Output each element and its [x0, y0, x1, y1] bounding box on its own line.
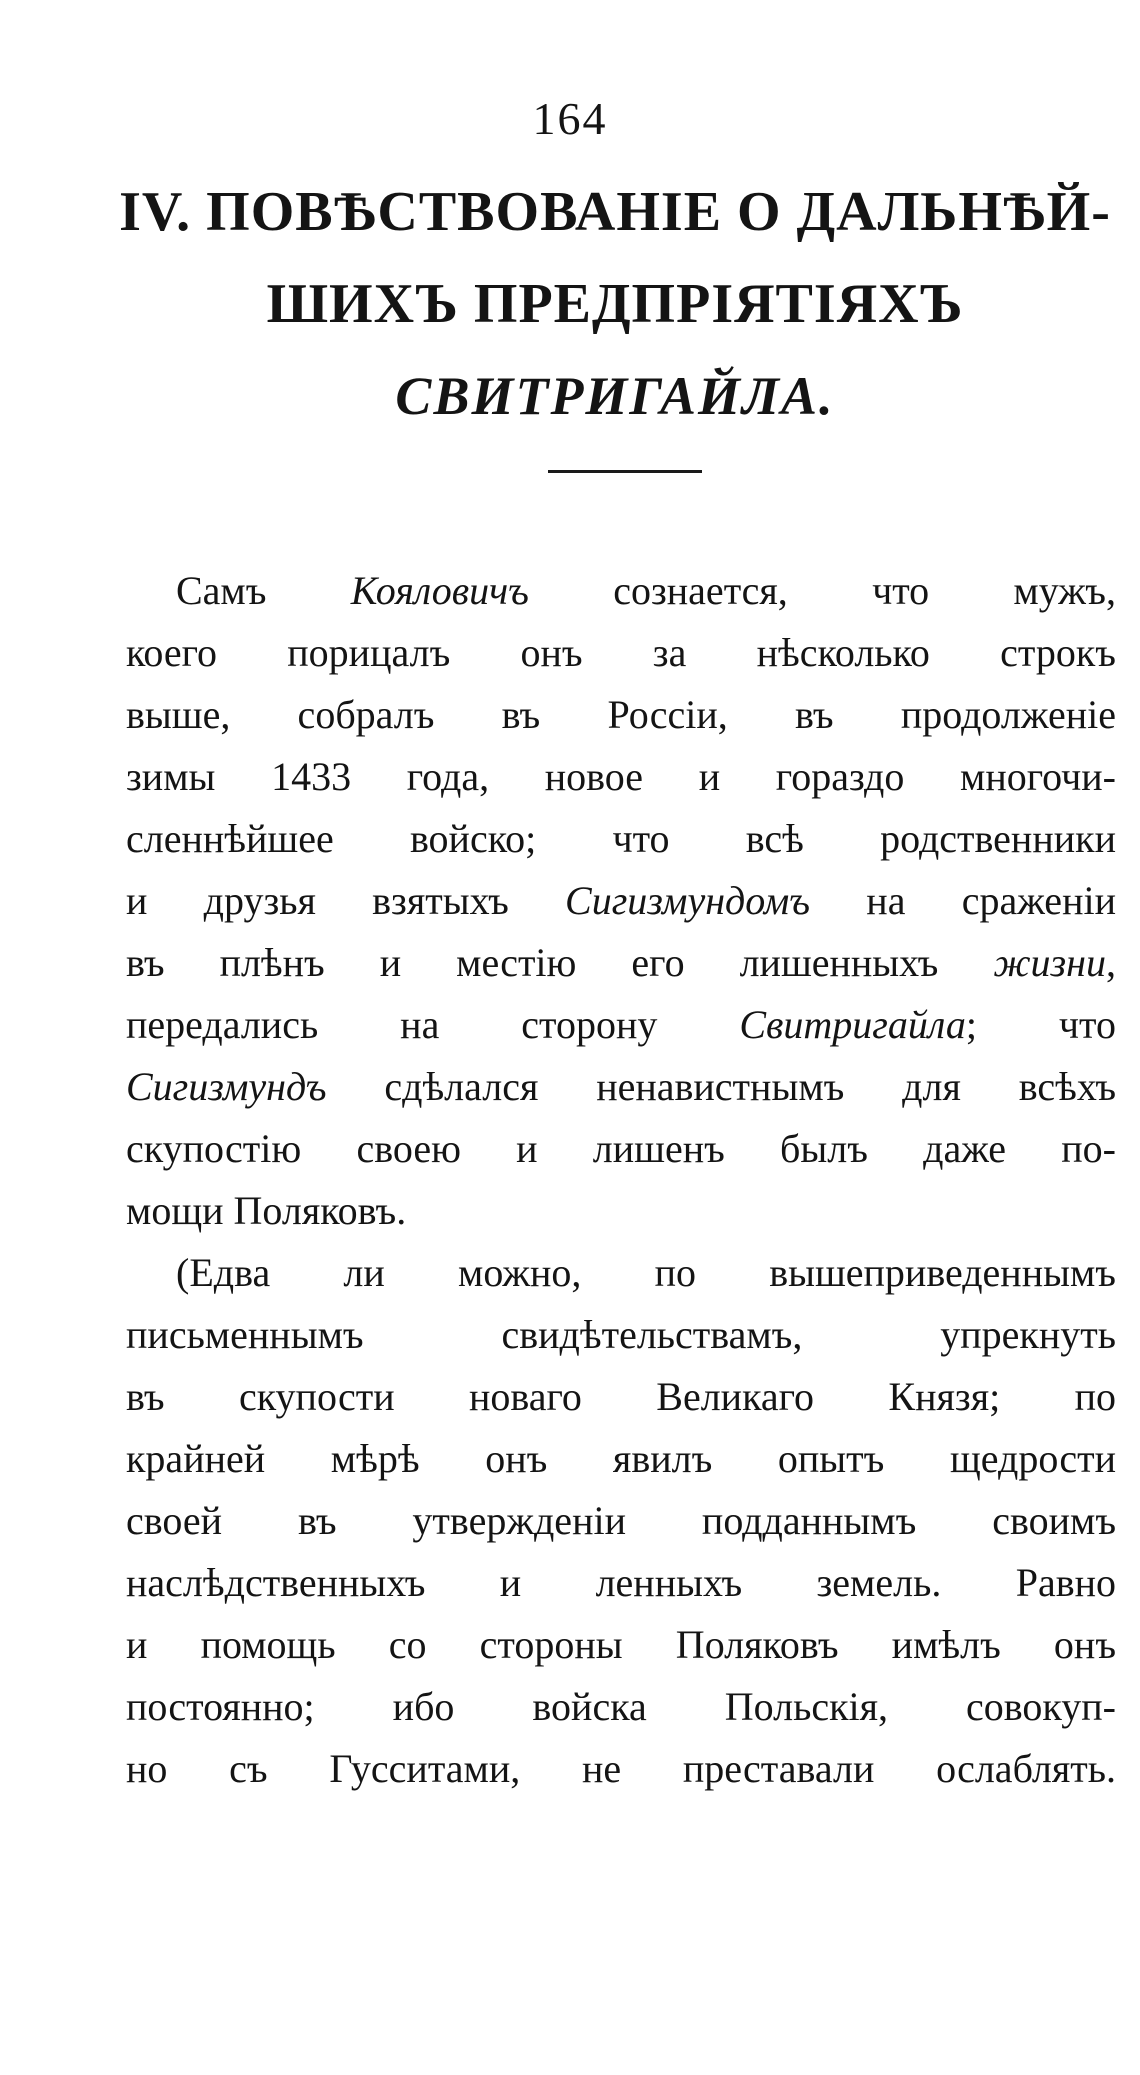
text-line: [126, 1056, 1116, 1118]
text-line: [126, 684, 1116, 746]
text-span: коего порицалъ онъ за нѣсколько строкъ: [126, 630, 1116, 675]
text-line: [126, 1490, 1116, 1552]
text-span: но съ Гусситами, не преставали ослаблять.: [126, 1746, 1116, 1791]
heading-divider: [548, 470, 702, 473]
italic-name: Свитригайла: [739, 1002, 966, 1047]
text-line: [126, 932, 1116, 994]
text-span: скупостію своею и лишенъ былъ даже по-: [126, 1126, 1116, 1171]
text-span: ; что: [965, 1002, 1116, 1047]
italic-name: Сигизмундъ: [126, 1064, 327, 1109]
text-span: на сраженіи: [810, 878, 1116, 923]
chapter-heading-line-1: IV. ПОВѢСТВОВАНІЕ О ДАЛЬНѢЙ-: [119, 181, 1111, 243]
text-span: сленнѣйшее войско; что всѣ родственники: [126, 816, 1116, 861]
text-span: (Едва ли можно, по вышеприведеннымъ: [176, 1250, 1116, 1295]
text-line: [176, 1242, 1116, 1304]
text-line: [126, 1614, 1116, 1676]
text-span: крайней мѣрѣ онъ явилъ опытъ щедрости: [126, 1436, 1116, 1481]
italic-name: Сигизмундомъ: [565, 878, 811, 923]
text-span: и друзья взятыхъ: [126, 878, 566, 923]
text-line: [126, 1428, 1116, 1490]
text-span: зимы 1433 года, новое и гораздо многочи-: [126, 754, 1116, 799]
text-span: Самъ: [176, 568, 351, 613]
text-line: [126, 1118, 1116, 1180]
text-span: въ плѣнъ и местію его лишенныхъ: [126, 940, 994, 985]
text-line: [126, 746, 1116, 808]
text-line: [126, 1676, 1116, 1738]
text-span: въ скупости новаго Великаго Князя; по: [126, 1374, 1116, 1419]
chapter-heading-line-2: ШИХЪ ПРЕДПРІЯТІЯХЪ: [266, 273, 964, 335]
italic-name: Кояловичъ: [350, 568, 529, 613]
text-span: наслѣдственныхъ и ленныхъ земель. Равно: [126, 1560, 1116, 1605]
chapter-heading-line-3: СВИТРИГАЙЛА.: [395, 366, 835, 426]
text-line: [126, 870, 1116, 932]
text-span: сдѣлался ненавистнымъ для всѣхъ: [326, 1064, 1116, 1109]
text-line: [176, 560, 1116, 622]
text-line: [126, 622, 1116, 684]
italic-word: жизни: [993, 940, 1106, 985]
text-span: передались на сторону: [126, 1002, 740, 1047]
text-span: своей въ утвержденіи подданнымъ своимъ: [126, 1498, 1116, 1543]
text-line: [126, 994, 1116, 1056]
text-span: письменнымъ свидѣтельствамъ, упрекнуть: [126, 1312, 1116, 1357]
text-span: ,: [1106, 940, 1116, 985]
text-line: [126, 1180, 1116, 1242]
text-span: и помощь со стороны Поляковъ имѣлъ онъ: [126, 1622, 1116, 1667]
page-number: 164: [532, 93, 608, 144]
text-span: постоянно; ибо войска Польскія, совокуп-: [126, 1684, 1116, 1729]
text-line: [126, 1366, 1116, 1428]
text-line: [126, 1552, 1116, 1614]
text-line: [126, 1304, 1116, 1366]
text-span: сознается, что мужъ,: [528, 568, 1116, 613]
text-line: [126, 808, 1116, 870]
text-line: [126, 1738, 1116, 1800]
text-span: мощи Поляковъ.: [126, 1188, 407, 1233]
text-span: выше, собралъ въ Россіи, въ продолженіе: [126, 692, 1116, 737]
